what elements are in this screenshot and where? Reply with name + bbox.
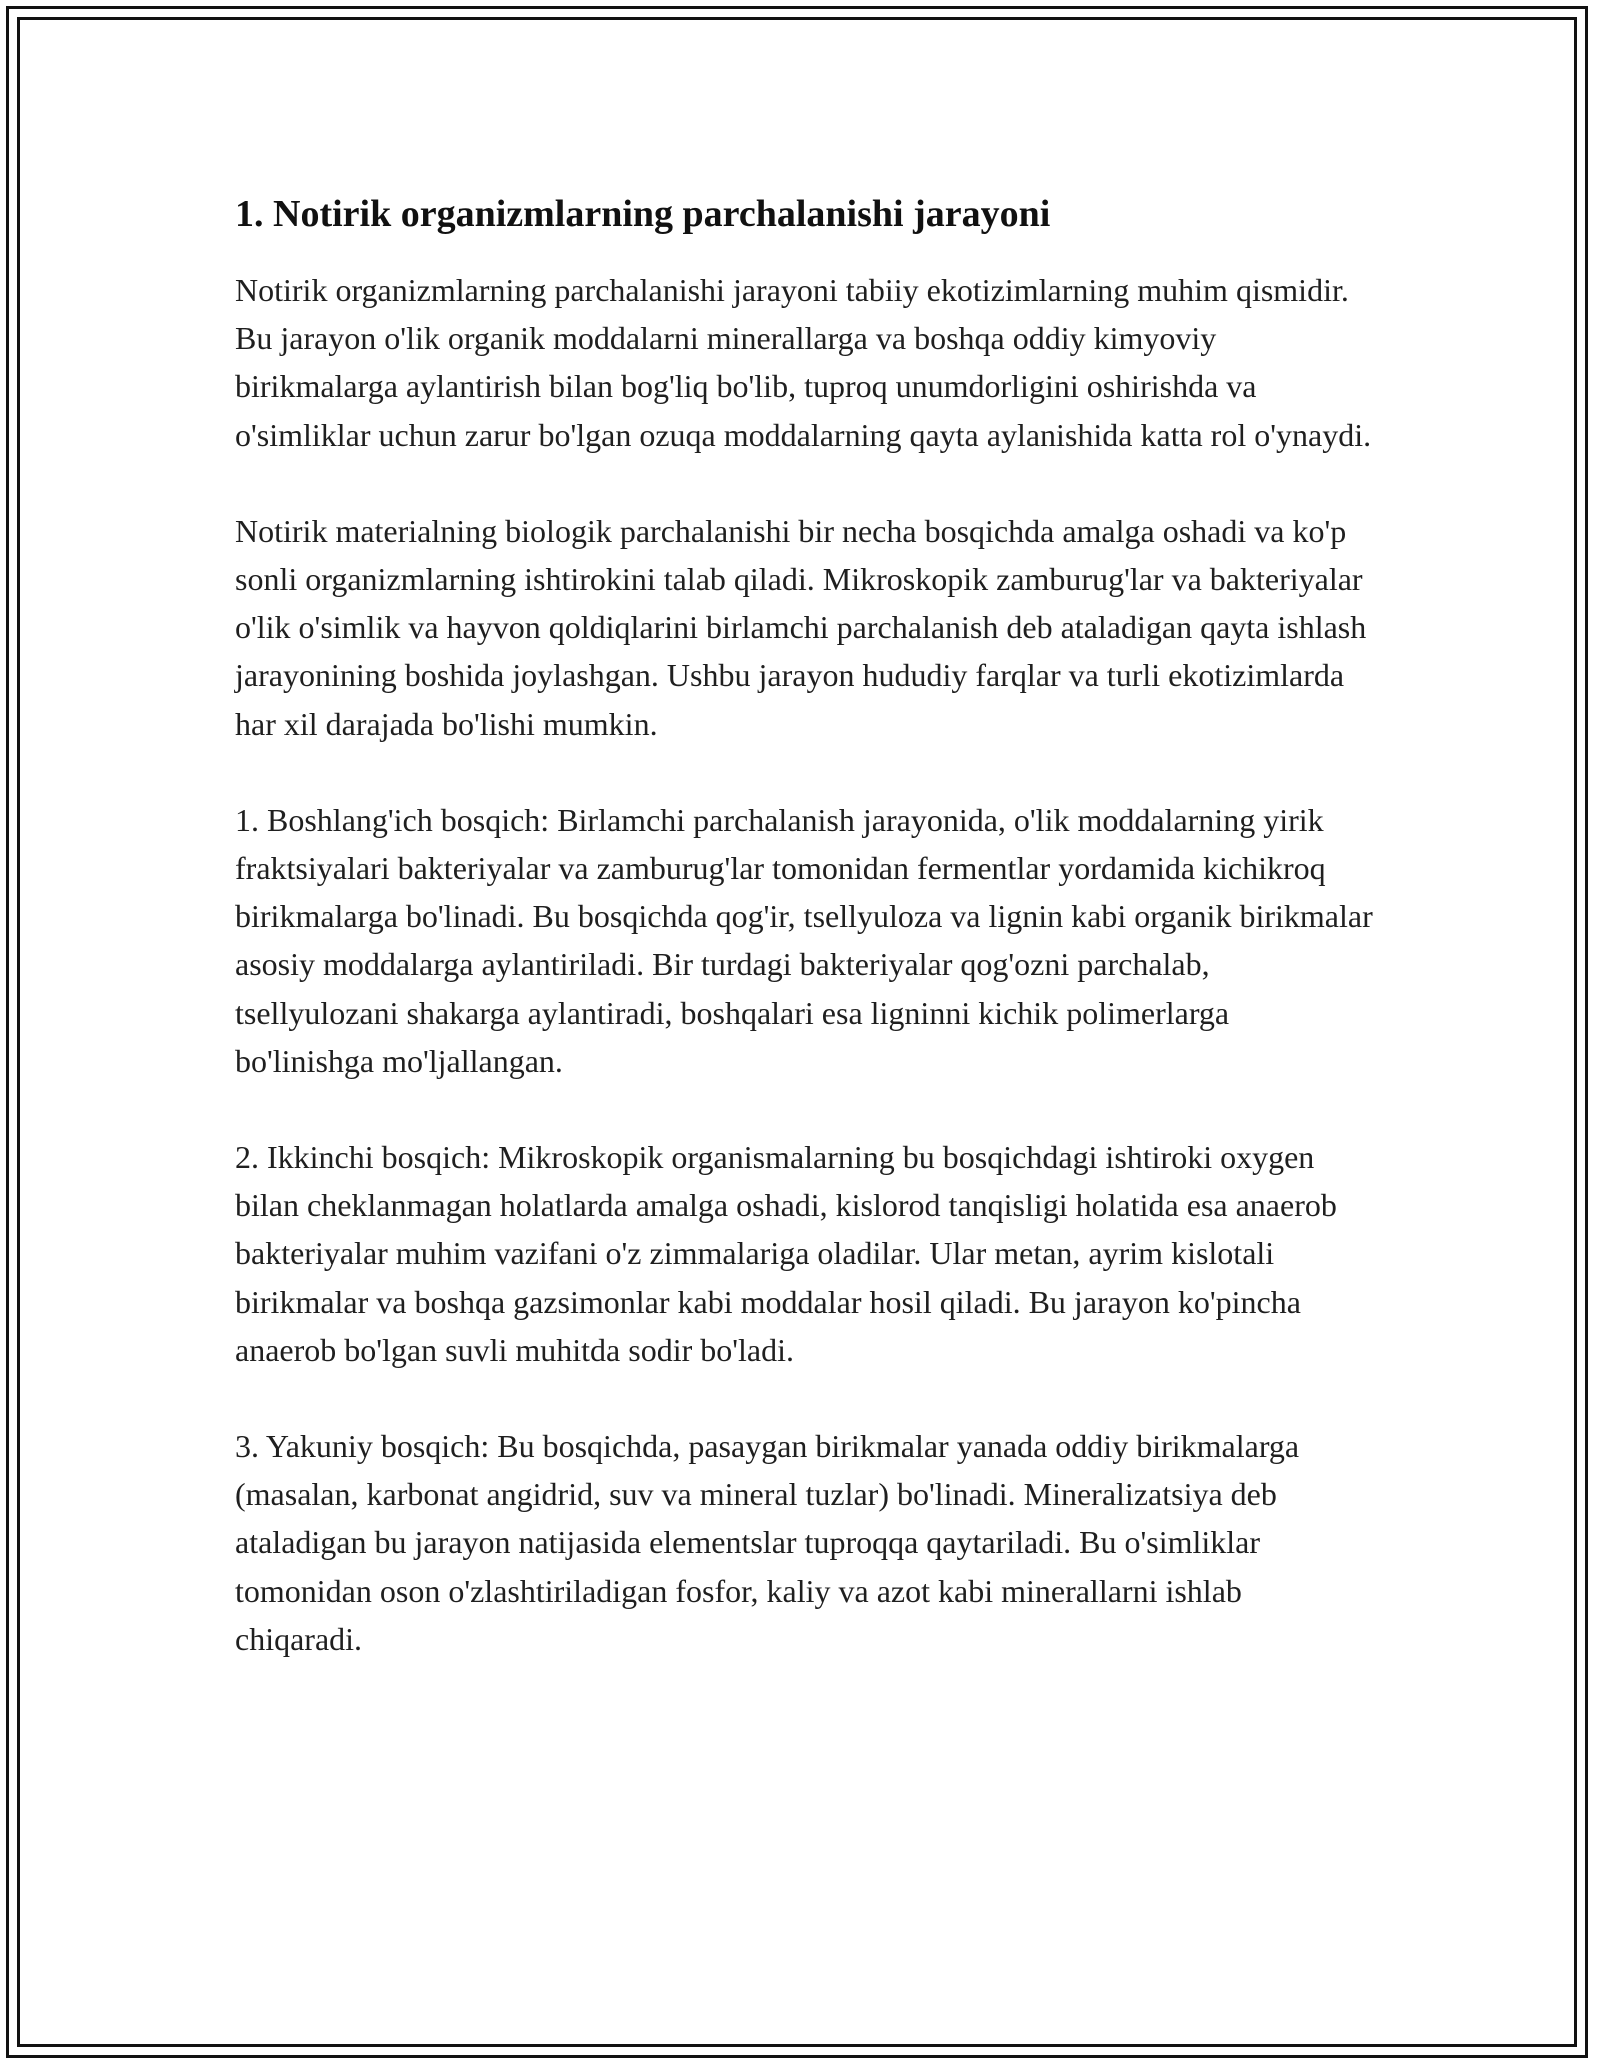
paragraph-intro: Notirik organizmlarning parchalanishi jarayoni tabiiy ekotizimlarning muhim qismidir. Bu jarayon o'lik organik moddalarni minerallarga va boshqa oddiy kimyoviy birikmalarga aylantirish bilan bog'liq bo'lib, tuproq unumdorligini oshirishda va o'simliklar uchun zarur bo'lgan ozuqa moddalarning qayta aylanishida katta rol o'ynaydi. <box>235 272 1372 453</box>
paragraph-stage-3: 3. Yakuniy bosqich: Bu bosqichda, pasaygan birikmalar yanada oddiy birikmalarga (masalan, karbonat angidrid, suv va mineral tuzlar) bo'linadi. Mineralizatsiya deb ataladigan bu jarayon natijasida elementslar tuproqqa qaytariladi. Bu o'simliklar tomonidan oson o'zlashtiriladigan fosfor, kaliy va azot kabi minerallarni ishlab chiqaradi. <box>235 1428 1300 1657</box>
paragraph-stage-2: 2. Ikkinchi bosqich: Mikroskopik organismalarning bu bosqichdagi ishtiroki oxygen bilan cheklanmagan holatlarda amalga oshadi, kislorod tanqisligi holatida esa anaerob bakteriyalar muhim vazifani o'z zimmalariga oladilar. Ular metan, ayrim kislotali birikmalar va boshqa gazsimonlar kabi moddalar hosil qiladi. Bu jarayon ko'pincha anaerob bo'lgan suvli muhitda sodir bo'ladi. <box>235 1139 1337 1368</box>
paragraph-stage-1: 1. Boshlang'ich bosqich: Birlamchi parchalanish jarayonida, o'lik moddalarning yirik fraktsiyalari bakteriyalar va zamburug'lar tomonidan fermentlar yordamida kichikroq birikmalarga bo'linadi. Bu bosqichda qog'ir, tsellyuloza va lignin kabi organik birikmalar asosiy moddalarga aylantiriladi. Bir turdagi bakteriyalar qog'ozni parchalab, tsellyulozani shakarga aylantiradi, boshqalari esa ligninni kichik polimerlarga bo'linishga mo'ljallangan. <box>235 801 1373 1079</box>
paragraph-decomposition: Notirik materialning biologik parchalanishi bir necha bosqichda amalga oshadi va ko'p sonli organizmlarning ishtirokini talab qiladi. Mikroskopik zamburug'lar va bakteriyalar o'lik o'simlik va hayvon qoldiqlarini birlamchi parchalanish deb ataladigan qayta ishlash jarayonining boshida joylashgan. Ushbu jarayon hududiy farqlar va turli ekotizimlarda har xil darajada bo'lishi mumkin. <box>235 512 1367 742</box>
page-title: 1. Notirik organizmlarning parchalanishi jarayoni <box>235 193 1051 235</box>
document-body <box>235 186 1375 1711</box>
